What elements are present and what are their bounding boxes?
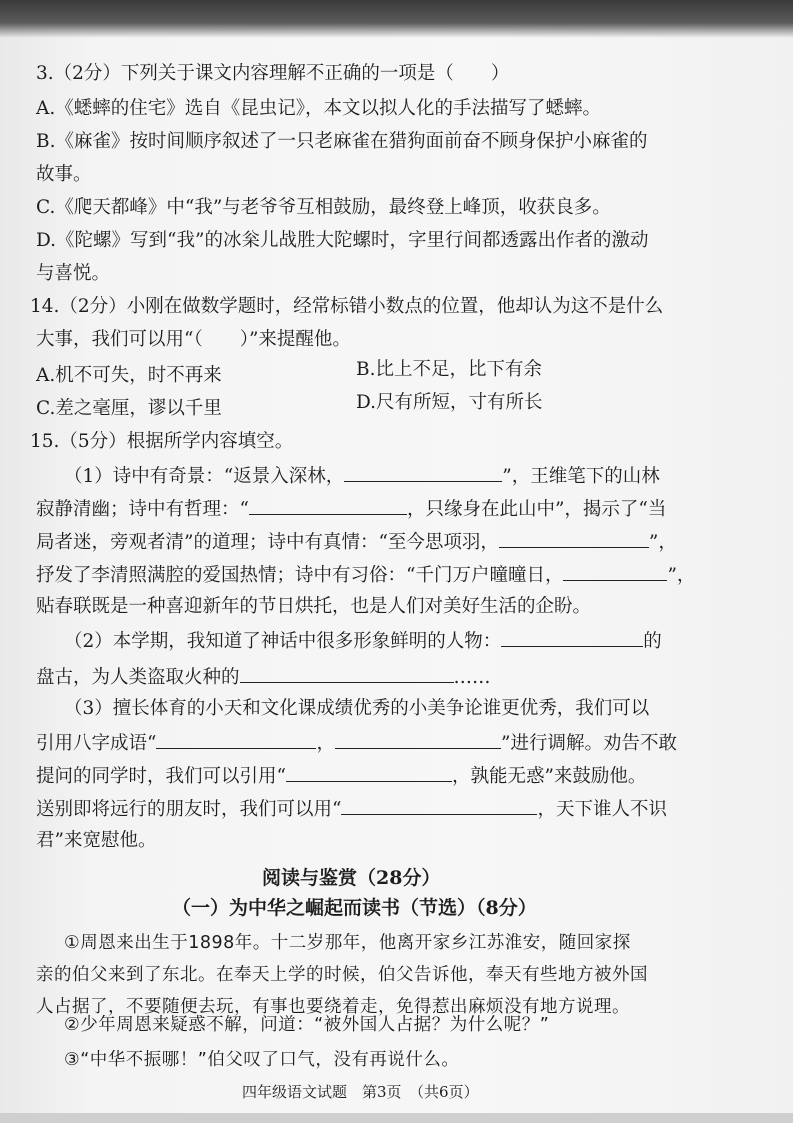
passage-para1-line1: ①周恩来出生于1898年。十二岁那年，他离开家乡江苏淮安，随回家探 bbox=[64, 933, 631, 953]
q15-p1-text: （1）诗中有奇景：“返景入深林， bbox=[64, 466, 345, 487]
passage-para1-line2: 亲的伯父来到了东北。在奉天上学的时候，伯父告诉他，奉天有些地方被外国 bbox=[36, 965, 648, 985]
q15-p1-text: 寂静清幽；诗中有哲理：“ bbox=[36, 499, 249, 520]
answer-blank[interactable] bbox=[249, 496, 407, 515]
passage-para3: ③“中华不振哪！”伯父叹了口气，没有再说什么。 bbox=[64, 1050, 460, 1070]
q15-p1-text: ”， bbox=[648, 532, 677, 553]
answer-blank[interactable] bbox=[499, 529, 649, 548]
q15-p3-line4 bbox=[36, 796, 667, 822]
q15-p3-text: 引用八字成语“ bbox=[36, 733, 157, 754]
q15-p1-text: ，只缘身在此山中”，揭示了“当 bbox=[406, 499, 667, 520]
q15-p2-text: …… bbox=[453, 667, 491, 688]
q13-option-d-cont: 与喜悦。 bbox=[36, 263, 111, 284]
q15-p1-line5: 贴春联既是一种喜迎新年的节日烘托，也是人们对美好生活的企盼。 bbox=[36, 596, 592, 617]
q15-p3-line3 bbox=[36, 763, 646, 789]
q15-p3-text: ， bbox=[316, 733, 335, 754]
answer-blank[interactable] bbox=[501, 628, 643, 647]
q15-p1-text: 局者迷，旁观者清”的道理；诗中有真情：“至今思项羽， bbox=[36, 532, 499, 553]
q15-p2-text: 的 bbox=[643, 631, 662, 652]
q14-option-d: D.尺有所短，寸有所长 bbox=[356, 392, 543, 413]
scan-edge bbox=[0, 1113, 793, 1123]
q13-option-c: C.《爬天都峰》中“我”与老爷爷互相鼓励，最终登上峰顶，收获良多。 bbox=[36, 197, 611, 218]
q15-p3-text: 提问的同学时，我们可以引用“ bbox=[36, 766, 286, 787]
answer-blank[interactable] bbox=[563, 562, 667, 581]
q14-option-c: C.差之毫厘，谬以千里 bbox=[36, 398, 222, 419]
q15-p3-line5: 君”来宽慰他。 bbox=[36, 830, 157, 851]
q15-p3-text: ，天下谁人不识 bbox=[537, 799, 667, 820]
answer-blank[interactable] bbox=[335, 730, 501, 749]
reading-section-title: 阅读与鉴赏（28分） bbox=[262, 867, 441, 889]
answer-blank[interactable] bbox=[240, 664, 454, 683]
answer-blank[interactable] bbox=[344, 463, 502, 482]
q15-p3-text: 送别即将远行的朋友时，我们可以用“ bbox=[36, 799, 342, 820]
q15-p1-line2 bbox=[36, 496, 666, 522]
q15-p1-text: ”，王维笔下的山林 bbox=[502, 466, 660, 487]
q15-p1-text: 抒发了李清照满腔的爱国热情；诗中有习俗：“千门万户曈曈日， bbox=[36, 565, 564, 586]
answer-blank[interactable] bbox=[341, 796, 537, 815]
passage-title: （一）为中华之崛起而读书（节选）（8分） bbox=[172, 897, 537, 919]
page-footer: 四年级语文试题 第3页 （共6页） bbox=[242, 1083, 479, 1101]
q15-p1-text: ”， bbox=[667, 565, 696, 586]
q14-option-b: B.比上不足，比下有余 bbox=[356, 359, 542, 380]
answer-blank[interactable] bbox=[286, 763, 452, 782]
q13-option-b-cont: 故事。 bbox=[36, 164, 92, 185]
scan-shadow bbox=[0, 0, 793, 38]
q14-stem: 14.（2分）小刚在做数学题时，经常标错小数点的位置，他却认为这不是什么 bbox=[30, 296, 664, 317]
q15-p2-text: 盘古，为人类盗取火种的 bbox=[36, 667, 240, 688]
q15-stem: 15.（5分）根据所学内容填空。 bbox=[30, 431, 294, 452]
q15-p2-line2 bbox=[36, 664, 491, 690]
passage-para1-line3: 人占据了，不要随便去玩，有事也要绕着走，免得惹出麻烦没有地方说理。 bbox=[36, 997, 630, 1017]
q15-p3-line2 bbox=[36, 730, 677, 756]
q13-option-b: B.《麻雀》按时间顺序叙述了一只老麻雀在猎狗面前奋不顾身保护小麻雀的 bbox=[36, 131, 648, 152]
q15-p1-line3 bbox=[36, 529, 677, 555]
q15-p3-text: ”进行调解。劝告不敢 bbox=[500, 733, 677, 754]
q15-p1-line4 bbox=[36, 562, 695, 588]
q15-p2-text: （2）本学期，我知道了神话中很多形象鲜明的人物： bbox=[64, 631, 502, 652]
q14-option-a: A.机不可失，时不再来 bbox=[36, 365, 222, 386]
q15-p2-line1 bbox=[64, 628, 662, 654]
q15-p3-line1: （3）擅长体育的小天和文化课成绩优秀的小美争论谁更优秀，我们可以 bbox=[64, 698, 650, 719]
q14-stem-cont: 大事，我们可以用“（ ）”来提醒他。 bbox=[36, 329, 351, 350]
q15-p3-text: ，孰能无惑”来鼓励他。 bbox=[451, 766, 647, 787]
q13-option-a: A.《蟋蟀的住宅》选自《昆虫记》，本文以拟人化的手法描写了蟋蟀。 bbox=[36, 98, 601, 119]
answer-blank[interactable] bbox=[156, 730, 316, 749]
passage-para2: ②少年周恩来疑惑不解，问道：“被外国人占据？为什么呢？” bbox=[64, 1015, 550, 1035]
q15-p1-line1 bbox=[64, 463, 660, 489]
q13-stem: 3.（2分）下列关于课文内容理解不正确的一项是（ ） bbox=[36, 63, 510, 84]
q13-option-d: D.《陀螺》写到“我”的冰枀儿战胜大陀螺时，字里行间都透露出作者的激动 bbox=[36, 230, 649, 251]
